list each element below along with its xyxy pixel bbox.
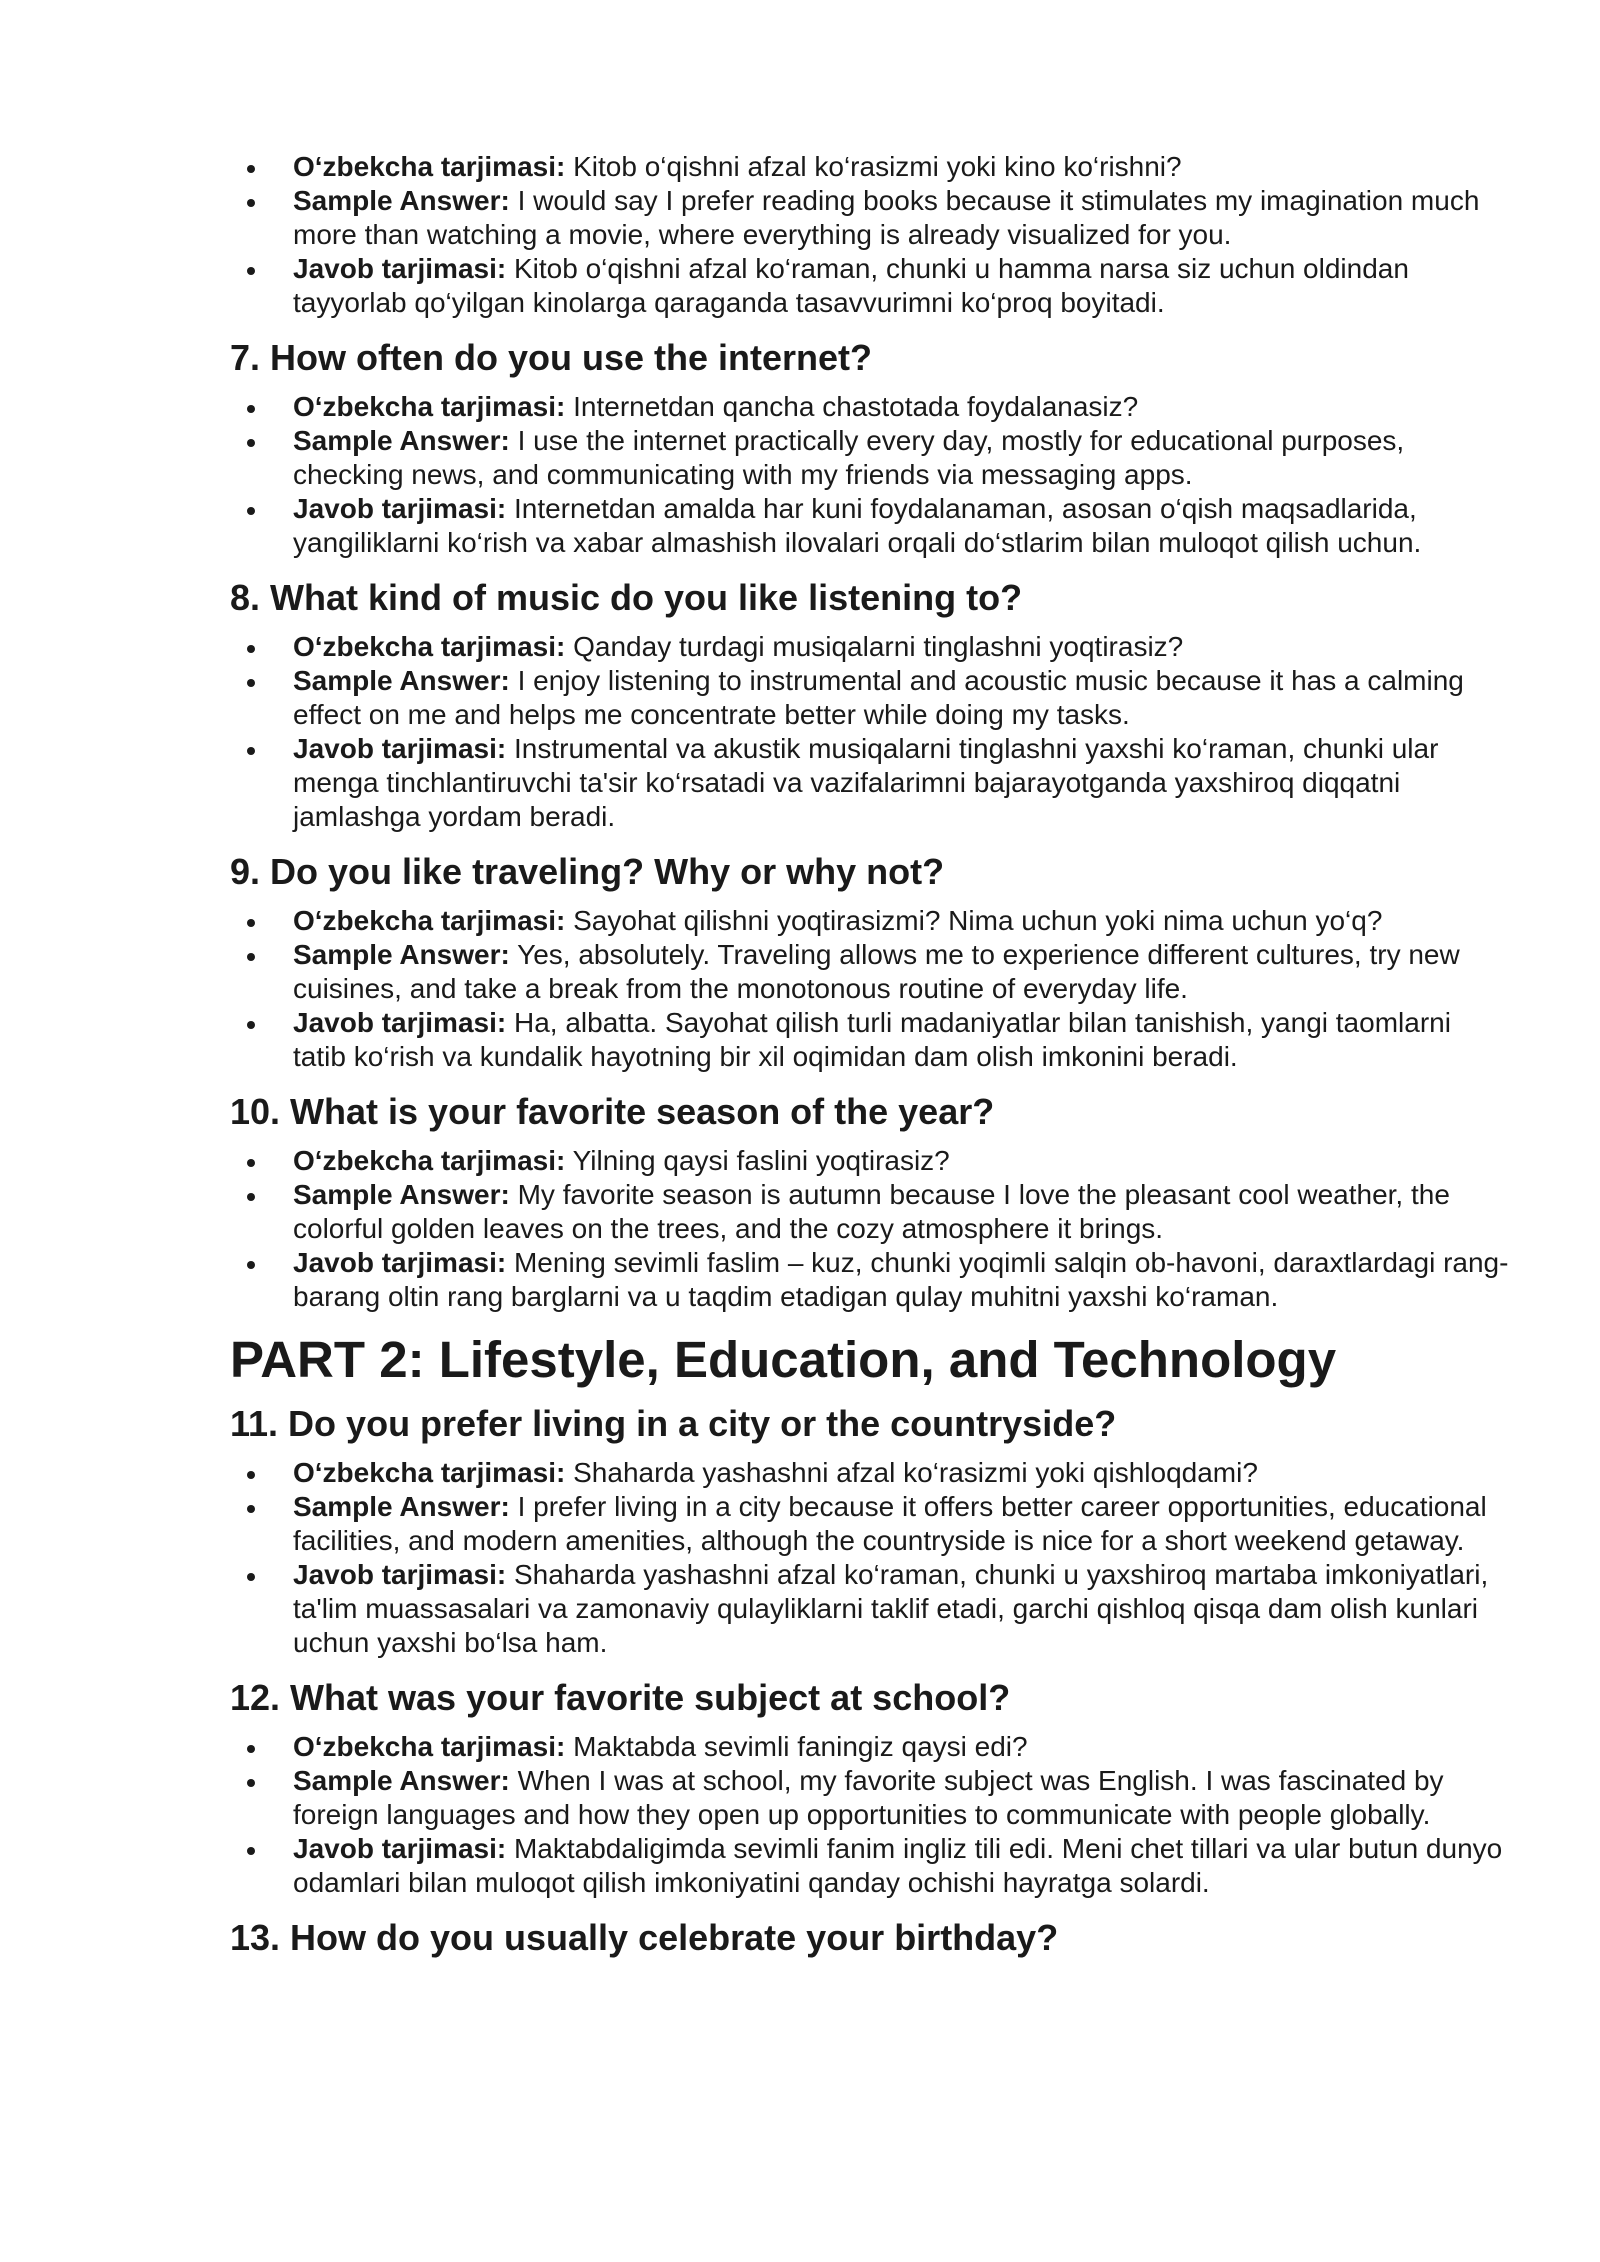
item-label: O‘zbekcha tarjimasi:: [293, 391, 566, 422]
bullet-icon: [247, 1745, 255, 1753]
bullet-icon: [247, 645, 255, 653]
item-label: O‘zbekcha tarjimasi:: [293, 905, 566, 936]
item-text: Maktabdaligimda sevimli fanim ingliz tili edi. Meni chet tillari va ular butun dunyo odamlari bilan muloqot qilish imkoniyatini qanday ochishi hayratga solardi.: [293, 1833, 1503, 1898]
question-heading: 7. How often do you use the internet?: [230, 337, 873, 378]
bullet-icon: [247, 165, 255, 173]
bullet-icon: [247, 439, 255, 447]
bullet-icon: [247, 1505, 255, 1513]
list-item: [230, 664, 1510, 732]
item-text: I use the internet practically every day, mostly for educational purposes, checking news, and communicating with my friends via messaging apps.: [293, 425, 1405, 490]
question-heading: 10. What is your favorite season of the year?: [230, 1091, 995, 1132]
bullet-list: [230, 1730, 1510, 1900]
list-item: [230, 732, 1510, 834]
bullet-icon: [247, 747, 255, 755]
item-label: Sample Answer:: [293, 665, 510, 696]
item-label: Javob tarjimasi:: [293, 1833, 507, 1864]
bullet-list: [230, 150, 1510, 320]
item-label: Sample Answer:: [293, 1491, 510, 1522]
bullet-icon: [247, 953, 255, 961]
question-heading: 8. What kind of music do you like listening to?: [230, 577, 1023, 618]
item-label: O‘zbekcha tarjimasi:: [293, 151, 566, 182]
bullet-icon: [247, 1779, 255, 1787]
list-item: [230, 492, 1510, 560]
item-label: Javob tarjimasi:: [293, 733, 507, 764]
list-item: [230, 904, 1510, 938]
item-text: Internetdan qancha chastotada foydalanasiz?: [565, 391, 1139, 422]
item-text: Internetdan amalda har kuni foydalanaman, asosan o‘qish maqsadlarida, yangiliklarni ko‘rish va xabar almashish ilovalari orqali do‘stlarim bilan muloqot qilish uchun.: [293, 493, 1422, 558]
list-item: [230, 184, 1510, 252]
bullet-list: [230, 1456, 1510, 1660]
list-item: [230, 424, 1510, 492]
item-text: When I was at school, my favorite subject was English. I was fascinated by foreign languages and how they open up opportunities to communicate with people globally.: [293, 1765, 1444, 1830]
item-text: My favorite season is autumn because I love the pleasant cool weather, the colorful golden leaves on the trees, and the cozy atmosphere it brings.: [293, 1179, 1450, 1244]
item-text: I enjoy listening to instrumental and acoustic music because it has a calming effect on me and helps me concentrate better while doing my tasks.: [293, 665, 1464, 730]
list-item: [230, 1144, 1510, 1178]
list-item: [230, 938, 1510, 1006]
question-heading: 12. What was your favorite subject at school?: [230, 1677, 1011, 1718]
list-item: [230, 150, 1510, 184]
item-label: Sample Answer:: [293, 185, 510, 216]
bullet-list: [230, 390, 1510, 560]
bullet-list: [230, 904, 1510, 1074]
item-text: Kitob o‘qishni afzal ko‘rasizmi yoki kino ko‘rishni?: [565, 151, 1182, 182]
list-item: [230, 252, 1510, 320]
bullet-icon: [247, 1847, 255, 1855]
bullet-icon: [247, 1193, 255, 1201]
item-label: Javob tarjimasi:: [293, 1247, 507, 1278]
question-heading: 9. Do you like traveling? Why or why not?: [230, 851, 945, 892]
item-label: O‘zbekcha tarjimasi:: [293, 1145, 566, 1176]
question-heading: 11. Do you prefer living in a city or the countryside?: [230, 1403, 1117, 1444]
list-item: [230, 1456, 1510, 1490]
item-text: Yes, absolutely. Traveling allows me to experience different cultures, try new cuisines, and take a break from the monotonous routine of everyday life.: [293, 939, 1460, 1004]
bullet-icon: [247, 1471, 255, 1479]
item-text: Shaharda yashashni afzal ko‘raman, chunki u yaxshiroq martaba imkoniyatlari, ta'lim muassasalari va zamonaviy qulayliklarni taklif etadi, garchi qishloq qisqa dam olish kunlari uchun yaxshi bo‘lsa ham.: [293, 1559, 1489, 1658]
item-text: Instrumental va akustik musiqalarni tinglashni yaxshi ko‘raman, chunki ular menga tinchlantiruvchi ta'sir ko‘rsatadi va vazifalarimni bajarayotganda yaxshiroq diqqatni jamlashga yordam beradi.: [293, 733, 1439, 832]
item-label: Sample Answer:: [293, 425, 510, 456]
item-text: I prefer living in a city because it offers better career opportunities, educational facilities, and modern amenities, although the countryside is nice for a short weekend getaway.: [293, 1491, 1487, 1556]
bullet-icon: [247, 919, 255, 927]
list-item: [230, 1764, 1510, 1832]
bullet-icon: [247, 1159, 255, 1167]
item-text: Shaharda yashashni afzal ko‘rasizmi yoki qishloqdami?: [565, 1457, 1258, 1488]
part-heading: PART 2: Lifestyle, Education, and Technology: [230, 1331, 1337, 1388]
item-text: Mening sevimli faslim – kuz, chunki yoqimli salqin ob-havoni, daraxtlardagi rang-barang oltin rang barglarni va u taqdim etadigan qulay muhitni yaxshi ko‘raman.: [293, 1247, 1509, 1312]
list-item: [230, 1730, 1510, 1764]
item-label: Javob tarjimasi:: [293, 1007, 507, 1038]
bullet-list: [230, 630, 1510, 834]
list-item: [230, 1832, 1510, 1900]
bullet-icon: [247, 1021, 255, 1029]
item-text: Qanday turdagi musiqalarni tinglashni yoqtirasiz?: [565, 631, 1184, 662]
bullet-icon: [247, 405, 255, 413]
item-label: Sample Answer:: [293, 1765, 510, 1796]
item-text: I would say I prefer reading books because it stimulates my imagination much more than watching a movie, where everything is already visualized for you.: [293, 185, 1480, 250]
list-item: [230, 1558, 1510, 1660]
item-label: O‘zbekcha tarjimasi:: [293, 1457, 566, 1488]
list-item: [230, 1246, 1510, 1314]
list-item: [230, 1178, 1510, 1246]
item-text: Sayohat qilishni yoqtirasizmi? Nima uchun yoki nima uchun yo‘q?: [565, 905, 1383, 936]
item-label: Javob tarjimasi:: [293, 1559, 507, 1590]
list-item: [230, 390, 1510, 424]
item-text: Ha, albatta. Sayohat qilish turli madaniyatlar bilan tanishish, yangi taomlarni tatib ko‘rish va kundalik hayotning bir xil oqimidan dam olish imkonini beradi.: [293, 1007, 1451, 1072]
bullet-icon: [247, 199, 255, 207]
item-label: Sample Answer:: [293, 939, 510, 970]
bullet-icon: [247, 679, 255, 687]
item-text: Maktabda sevimli faningiz qaysi edi?: [565, 1731, 1028, 1762]
list-item: [230, 630, 1510, 664]
list-item: [230, 1490, 1510, 1558]
document-body: [230, 150, 1510, 1970]
bullet-list: [230, 1144, 1510, 1314]
item-label: Javob tarjimasi:: [293, 253, 507, 284]
list-item: [230, 1006, 1510, 1074]
item-label: Javob tarjimasi:: [293, 493, 507, 524]
bullet-icon: [247, 267, 255, 275]
item-label: O‘zbekcha tarjimasi:: [293, 631, 566, 662]
bullet-icon: [247, 507, 255, 515]
item-text: Yilning qaysi faslini yoqtirasiz?: [565, 1145, 950, 1176]
item-text: Kitob o‘qishni afzal ko‘raman, chunki u hamma narsa siz uchun oldindan tayyorlab qo‘yilgan kinolarga qaraganda tasavvurimni ko‘proq boyitadi.: [293, 253, 1409, 318]
bullet-icon: [247, 1573, 255, 1581]
question-heading: 13. How do you usually celebrate your birthday?: [230, 1917, 1059, 1958]
bullet-icon: [247, 1261, 255, 1269]
item-label: Sample Answer:: [293, 1179, 510, 1210]
item-label: O‘zbekcha tarjimasi:: [293, 1731, 566, 1762]
